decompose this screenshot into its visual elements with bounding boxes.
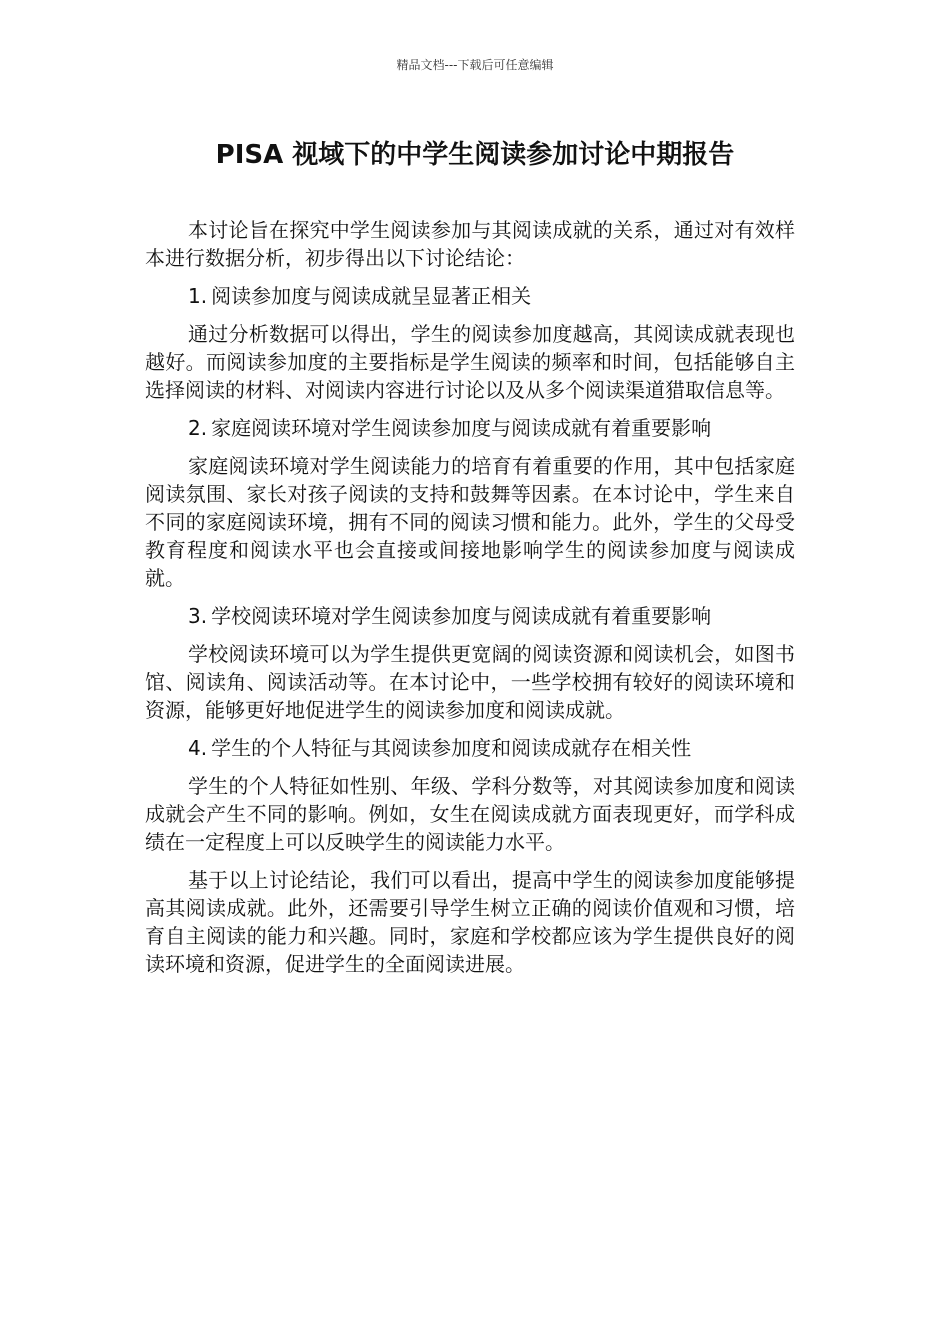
section-heading-1 bbox=[145, 282, 795, 310]
section-heading-text: 阅读参加度与阅读成就呈显著正相关 bbox=[211, 284, 532, 308]
section-heading-text: 家庭阅读环境对学生阅读参加度与阅读成就有着重要影响 bbox=[211, 416, 712, 440]
section-heading-3 bbox=[145, 602, 795, 630]
section-body-4: 学生的个人特征如性别、年级、学科分数等，对其阅读参加度和阅读成就会产生不同的影响。例如，女生在阅读成就方面表现更好，而学科成绩在一定程度上可以反映学生的阅读能力水平。 bbox=[145, 774, 795, 854]
header-note: 精品文档---下载后可任意编辑 bbox=[396, 58, 554, 72]
section-number: 1. bbox=[188, 284, 208, 308]
section-body-2: 家庭阅读环境对学生阅读能力的培育有着重要的作用，其中包括家庭阅读氛围、家长对孩子阅读的支持和鼓舞等因素。在本讨论中，学生来自不同的家庭阅读环境，拥有不同的阅读习惯和能力。此外，学生的父母受教育程度和阅读水平也会直接或间接地影响学生的阅读参加度与阅读成就。 bbox=[145, 454, 795, 590]
document-body bbox=[145, 216, 795, 988]
section-heading-text: 学校阅读环境对学生阅读参加度与阅读成就有着重要影响 bbox=[211, 604, 712, 628]
section-number: 4. bbox=[188, 736, 208, 760]
section-heading-4 bbox=[145, 734, 795, 762]
section-body-3: 学校阅读环境可以为学生提供更宽阔的阅读资源和阅读机会，如图书馆、阅读角、阅读活动等。在本讨论中，一些学校拥有较好的阅读环境和资源，能够更好地促进学生的阅读参加度和阅读成就。 bbox=[145, 642, 795, 722]
intro-paragraph: 本讨论旨在探究中学生阅读参加与其阅读成就的关系，通过对有效样本进行数据分析，初步得出以下讨论结论： bbox=[145, 218, 795, 270]
document-title: PISA 视域下的中学生阅读参加讨论中期报告 bbox=[215, 140, 735, 170]
section-number: 3. bbox=[188, 604, 208, 628]
section-heading-2 bbox=[145, 414, 795, 442]
section-body-1: 通过分析数据可以得出，学生的阅读参加度越高，其阅读成就表现也越好。而阅读参加度的主要指标是学生阅读的频率和时间，包括能够自主选择阅读的材料、对阅读内容进行讨论以及从多个阅读渠道猎取信息等。 bbox=[145, 322, 795, 402]
section-heading-text: 学生的个人特征与其阅读参加度和阅读成就存在相关性 bbox=[211, 736, 692, 760]
section-number: 2. bbox=[188, 416, 208, 440]
conclusion-paragraph: 基于以上讨论结论，我们可以看出，提高中学生的阅读参加度能够提高其阅读成就。此外，还需要引导学生树立正确的阅读价值观和习惯，培育自主阅读的能力和兴趣。同时，家庭和学校都应该为学生提供良好的阅读环境和资源，促进学生的全面阅读进展。 bbox=[145, 868, 795, 976]
